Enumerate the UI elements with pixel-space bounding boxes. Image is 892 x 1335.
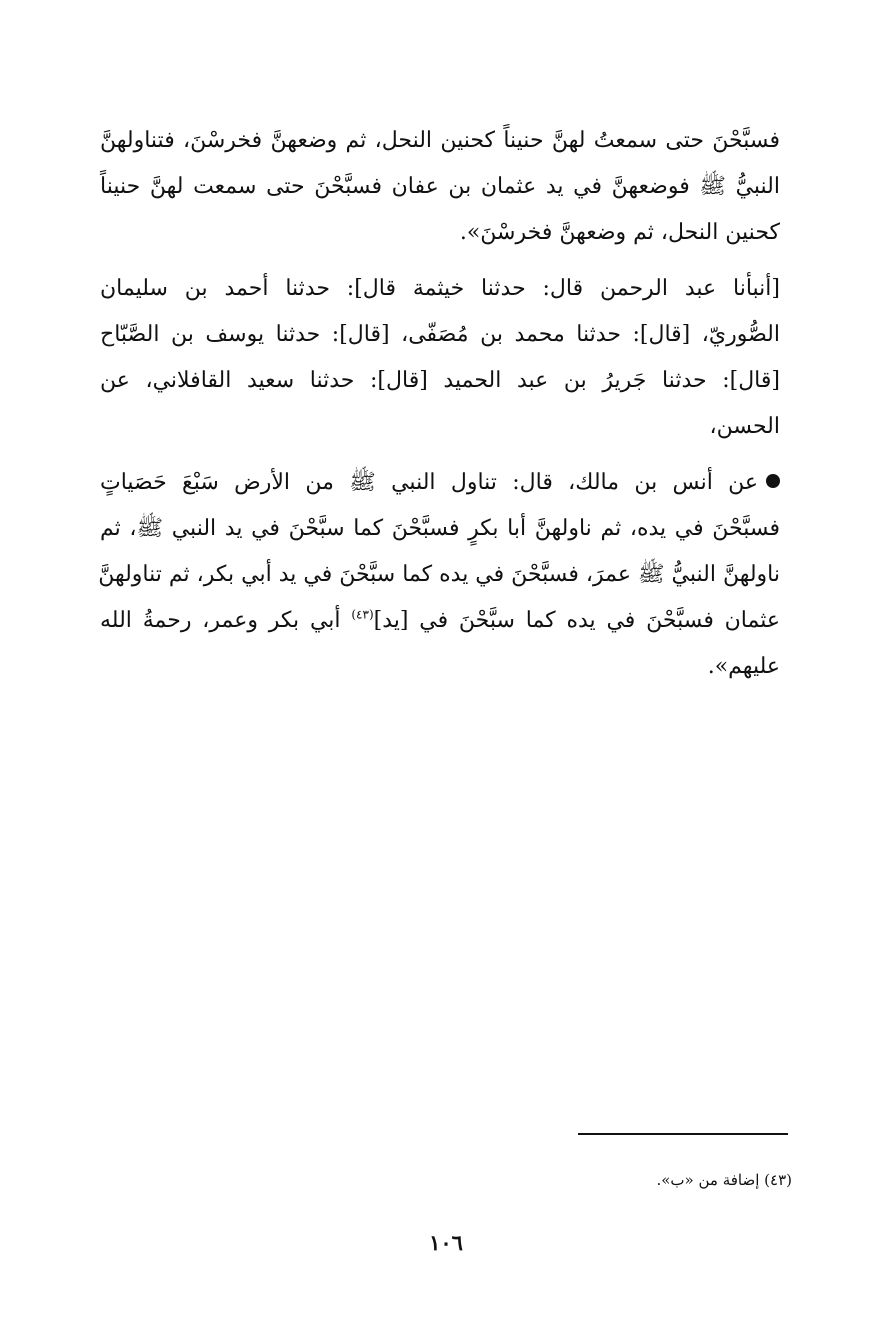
text-line: [أنبأنا عبد الرحمن قال: حدثنا خيثمة قال]: حدثنا أحمد بن سليمان — [100, 276, 780, 301]
footnote: (٤٣) إضافة من «ب». — [656, 1171, 792, 1189]
text-line — [100, 460, 780, 506]
text-line-content: عن أنس بن مالك، قال: تناول النبي ﷺ من الأرض سَبْعَ حَصَياتٍ — [100, 470, 758, 495]
text-line-content: عثمان فسبَّحْنَ في يده كما سبَّحْنَ في [يد] — [373, 608, 780, 633]
text-line: النبيُّ ﷺ فوضعهنَّ في يد عثمان بن عفان فسبَّحْنَ حتى سمعت لهنَّ حنيناً — [100, 174, 780, 199]
footnote-divider — [578, 1133, 788, 1135]
paragraph-3-hadith — [100, 460, 780, 690]
paragraph-1 — [100, 118, 780, 256]
text-line-content: أبي بكر وعمر، رحمةُ الله — [100, 608, 352, 633]
text-line: فسبَّحْنَ في يده، ثم ناولهنَّ أبا بكرٍ فسبَّحْنَ كما سبَّحْنَ في يد النبي ﷺ، ثم — [100, 516, 780, 541]
text-line: ناولهنَّ النبيُّ ﷺ عمرَ، فسبَّحْنَ في يده كما سبَّحْنَ في يد أبي بكر، ثم تناولهنَّ — [98, 562, 780, 587]
text-line: الحسن، — [709, 414, 780, 439]
footnote-reference: (٤٣) — [351, 607, 374, 622]
page-number: ١٠٦ — [429, 1230, 463, 1255]
paragraph-2-isnad — [100, 266, 780, 450]
text-line: [قال]: حدثنا جَريرُ بن عبد الحميد [قال]: حدثنا سعيد القافلاني، عن — [100, 368, 780, 393]
text-line: الصُّوريّ، [قال]: حدثنا محمد بن مُصَفّى، [قال]: حدثنا يوسف بن الصَّبّاح — [100, 322, 780, 347]
text-line: كحنين النحل، ثم وضعهنَّ فخرسْنَ». — [459, 220, 780, 245]
text-line: عليهم». — [707, 654, 780, 679]
bullet-icon — [766, 474, 780, 488]
text-line — [100, 598, 780, 644]
text-line: فسبَّحْنَ حتى سمعتُ لهنَّ حنيناً كحنين النحل، ثم وضعهنَّ فخرسْنَ، فتناولهنَّ — [100, 128, 780, 153]
